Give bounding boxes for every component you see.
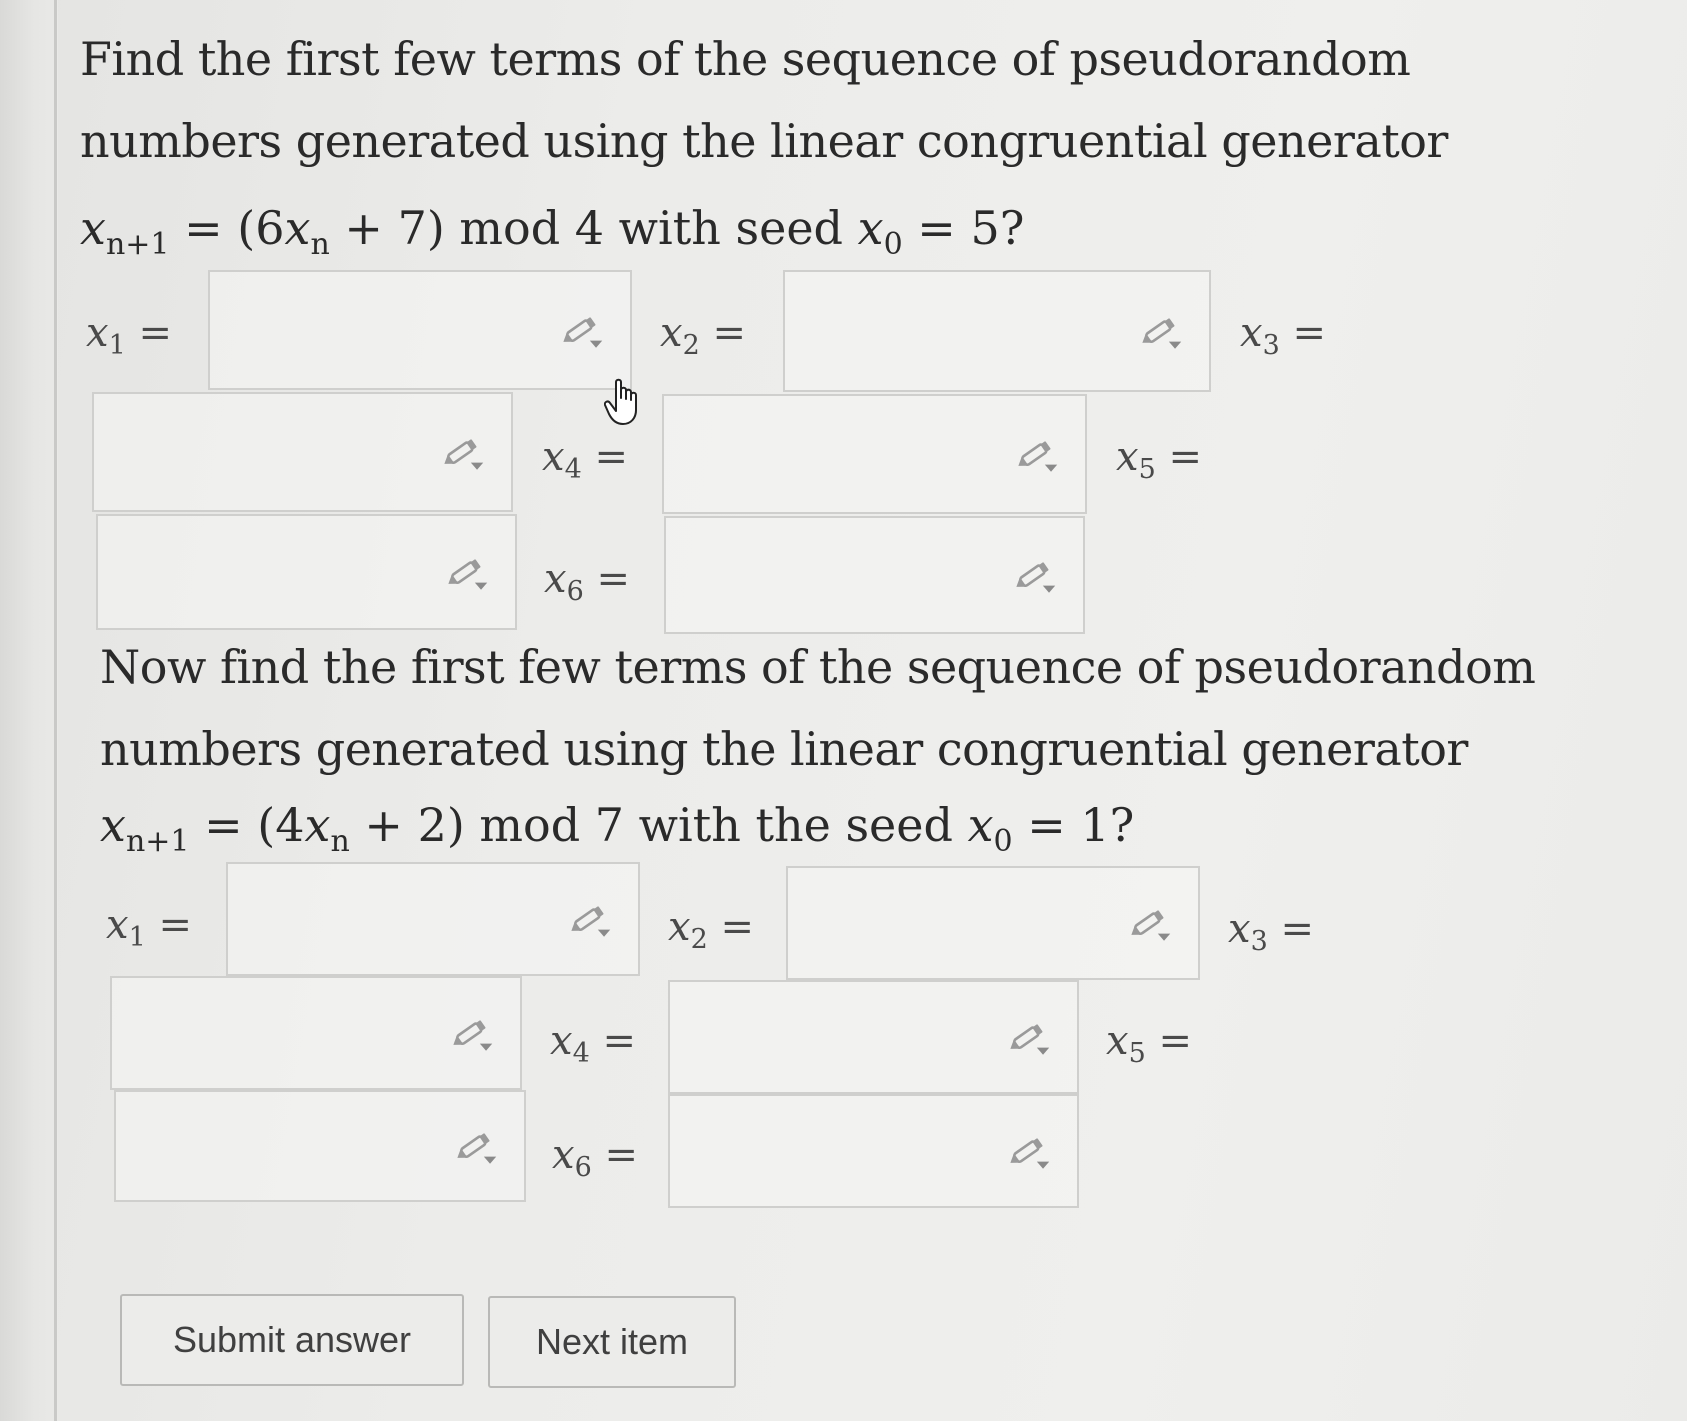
- term-label-x4: [550, 1016, 636, 1079]
- term-var: x: [668, 904, 691, 950]
- term-var: x: [106, 902, 129, 948]
- term-var: x: [660, 310, 683, 356]
- formula-text: = (4: [189, 798, 305, 852]
- pencil-dropdown-icon[interactable]: [439, 430, 485, 474]
- pencil-dropdown-icon[interactable]: [1011, 553, 1057, 597]
- term-eq: =: [1267, 906, 1314, 952]
- question-1-formula: [80, 198, 1024, 275]
- term-sub: 5: [1128, 1038, 1146, 1069]
- term-eq: =: [583, 556, 630, 602]
- term-var: x: [1116, 434, 1139, 480]
- formula-var: x: [284, 201, 311, 255]
- formula-sub: n: [310, 227, 330, 262]
- term-label-x5: [1106, 1016, 1192, 1079]
- term-var: x: [544, 556, 567, 602]
- term-label-x2: [668, 902, 754, 965]
- formula-text: = 5?: [902, 201, 1025, 255]
- pencil-dropdown-icon[interactable]: [566, 897, 612, 941]
- term-eq: =: [589, 1018, 636, 1064]
- pencil-dropdown-icon[interactable]: [448, 1011, 494, 1055]
- term-label-x4: [542, 432, 628, 495]
- term-sub: 2: [682, 330, 700, 361]
- term-sub: 6: [574, 1152, 592, 1183]
- term-eq: =: [145, 902, 192, 948]
- term-sub: 3: [1250, 926, 1268, 957]
- term-label-x5: [1116, 432, 1202, 495]
- pencil-dropdown-icon[interactable]: [1005, 1015, 1051, 1059]
- answer-input-x6[interactable]: [668, 1094, 1079, 1208]
- term-sub: 4: [564, 454, 582, 485]
- formula-var: x: [857, 201, 884, 255]
- term-var: x: [1228, 906, 1251, 952]
- pencil-dropdown-icon[interactable]: [443, 550, 489, 594]
- pencil-dropdown-icon[interactable]: [1126, 901, 1172, 945]
- answer-input-x5[interactable]: [114, 1090, 526, 1202]
- formula-var: x: [80, 201, 106, 255]
- formula-sub: 0: [883, 227, 903, 262]
- formula-var: x: [304, 798, 331, 852]
- next-item-button[interactable]: Next item: [488, 1296, 736, 1388]
- formula-text: + 2) mod 7 with the seed: [349, 798, 968, 852]
- pencil-dropdown-icon[interactable]: [1005, 1129, 1051, 1173]
- answer-input-x4[interactable]: [662, 394, 1087, 514]
- hand-pointer-icon: [604, 378, 650, 428]
- formula-var: x: [967, 798, 994, 852]
- term-sub: 2: [690, 924, 708, 955]
- term-label-x6: [544, 554, 630, 617]
- question-2-formula: [100, 795, 1134, 872]
- answer-input-x6[interactable]: [664, 516, 1085, 634]
- formula-text: = 1?: [1012, 798, 1135, 852]
- term-sub: 6: [566, 576, 584, 607]
- term-eq: =: [1145, 1018, 1192, 1064]
- answer-input-x3[interactable]: [110, 976, 522, 1090]
- pencil-dropdown-icon[interactable]: [1013, 432, 1059, 476]
- formula-text: = (6: [169, 201, 285, 255]
- formula-sub: n+1: [105, 227, 170, 262]
- term-sub: 1: [108, 330, 126, 361]
- pencil-dropdown-icon[interactable]: [1137, 309, 1183, 353]
- term-var: x: [86, 310, 109, 356]
- formula-sub: 0: [993, 824, 1013, 859]
- term-eq: =: [581, 434, 628, 480]
- term-eq: =: [125, 310, 172, 356]
- submit-answer-button[interactable]: Submit answer: [120, 1294, 464, 1386]
- term-var: x: [552, 1132, 575, 1178]
- term-label-x2: [660, 308, 746, 371]
- page-left-margin: [0, 0, 58, 1421]
- question-1-prompt: Find the first few terms of the sequence of pseudorandom numbers generated using the linear congruential generator: [80, 32, 1448, 168]
- formula-sub: n: [330, 824, 350, 859]
- answer-input-x1[interactable]: [226, 862, 640, 976]
- term-eq: =: [1279, 310, 1326, 356]
- term-label-x1: [86, 308, 172, 371]
- answer-input-x3[interactable]: [92, 392, 513, 512]
- term-eq: =: [591, 1132, 638, 1178]
- term-eq: =: [699, 310, 746, 356]
- left-divider: [54, 0, 57, 1421]
- answer-input-x2[interactable]: [783, 270, 1211, 392]
- pencil-dropdown-icon[interactable]: [558, 308, 604, 352]
- term-eq: =: [707, 904, 754, 950]
- term-label-x1: [106, 900, 192, 963]
- term-label-x3: [1228, 904, 1314, 967]
- term-label-x3: [1240, 308, 1326, 371]
- term-sub: 4: [572, 1038, 590, 1069]
- formula-text: + 7) mod 4 with seed: [329, 201, 858, 255]
- pencil-dropdown-icon[interactable]: [452, 1124, 498, 1168]
- term-eq: =: [1155, 434, 1202, 480]
- term-var: x: [550, 1018, 573, 1064]
- answer-input-x2[interactable]: [786, 866, 1200, 980]
- formula-var: x: [100, 798, 126, 852]
- term-sub: 5: [1138, 454, 1156, 485]
- answer-input-x4[interactable]: [668, 980, 1079, 1094]
- term-sub: 1: [128, 922, 146, 953]
- term-sub: 3: [1262, 330, 1280, 361]
- term-var: x: [1106, 1018, 1129, 1064]
- answer-input-x5[interactable]: [96, 514, 517, 630]
- question-2-prompt: Now find the first few terms of the sequence of pseudorandom numbers generated using the linear congruential generator: [100, 640, 1536, 776]
- term-label-x6: [552, 1130, 638, 1193]
- term-var: x: [542, 434, 565, 480]
- formula-sub: n+1: [125, 824, 190, 859]
- term-var: x: [1240, 310, 1263, 356]
- answer-input-x1[interactable]: [208, 270, 632, 390]
